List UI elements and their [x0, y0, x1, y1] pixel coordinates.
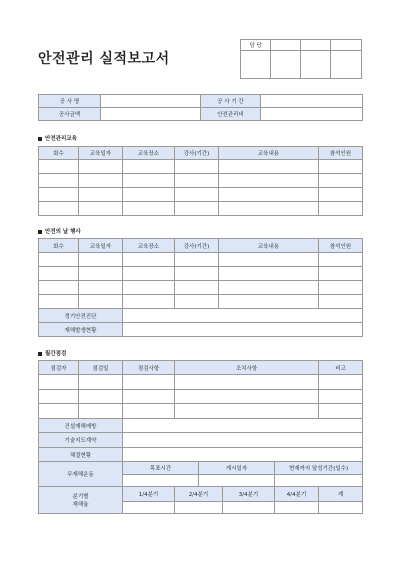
- start-date-value: [199, 474, 275, 486]
- q4-value: [275, 501, 319, 513]
- amount-label: 공사금액: [39, 108, 101, 121]
- q2-value: [175, 501, 223, 513]
- col-header: 회수: [39, 239, 79, 253]
- approval-slot: [271, 40, 301, 51]
- approval-sign: [271, 51, 301, 79]
- safety-cost-label: 안전관리비: [201, 108, 261, 121]
- table-row: [39, 202, 363, 216]
- amount-value: [101, 108, 201, 121]
- table-row: [39, 188, 363, 202]
- total-label: 계: [319, 487, 363, 501]
- approval-sign: [331, 51, 362, 79]
- col-header: 교육장소: [123, 239, 175, 253]
- monthly-heading: 월간점검: [38, 349, 66, 357]
- q1-value: [123, 501, 175, 513]
- monthly-table: [38, 360, 363, 514]
- col-header: 강사(기간): [175, 147, 219, 160]
- approval-box: [240, 39, 362, 79]
- col-header: 교육내용: [219, 147, 319, 160]
- col-header: 교육일자: [79, 147, 123, 160]
- bullet-icon: [38, 230, 42, 234]
- col-header: 강사(기간): [175, 239, 219, 253]
- goal-label: 목표시간: [123, 462, 199, 474]
- table-row: [39, 267, 363, 281]
- table-row: [39, 375, 363, 389]
- achieved-days-label: 현재까지 달성기간(일수): [275, 462, 363, 474]
- approval-slot: [301, 40, 331, 51]
- tech-guide-label: 기술지도계약: [39, 433, 123, 447]
- approval-sign: [241, 51, 271, 79]
- total-value: [319, 501, 363, 513]
- quarterly-rate-label: 분기별 재해율: [39, 487, 123, 514]
- goal-value: [123, 474, 199, 486]
- prevention-value: [123, 418, 363, 432]
- site-name-label: 공 사 명: [39, 95, 101, 108]
- education-table: [38, 146, 363, 216]
- project-info-table: [38, 94, 363, 121]
- safety-cost-value: [261, 108, 363, 121]
- q2-label: 2/4분기: [175, 487, 223, 501]
- col-header: 조치사항: [175, 361, 319, 375]
- site-name-value: [101, 95, 201, 108]
- accident-status-value: [123, 323, 363, 337]
- approval-sign: [301, 51, 331, 79]
- col-header: 비고: [319, 361, 363, 375]
- start-date-label: 게시일자: [199, 462, 275, 474]
- col-header: 교육장소: [123, 147, 175, 160]
- q3-label: 3/4분기: [223, 487, 275, 501]
- table-row: [39, 174, 363, 188]
- achieved-days-value: [275, 474, 363, 486]
- contract-status-label: 체결현황: [39, 447, 123, 461]
- q1-label: 1/4분기: [123, 487, 175, 501]
- q4-label: 4/4분기: [275, 487, 319, 501]
- approval-label: 담 당: [241, 40, 271, 51]
- table-row: [39, 253, 363, 267]
- period-label: 공 사 기 간: [201, 95, 261, 108]
- col-header: 교육일자: [79, 239, 123, 253]
- col-header: 점검일: [79, 361, 123, 375]
- prevention-label: 건설재해예방: [39, 418, 123, 432]
- safety-day-heading: 안전의 날 행사: [38, 227, 81, 235]
- contract-status-value: [123, 447, 363, 461]
- col-header: 참석인원: [319, 147, 363, 160]
- table-row: [39, 281, 363, 295]
- col-header: 점검자: [39, 361, 79, 375]
- col-header: 교육내용: [219, 239, 319, 253]
- tech-guide-value: [123, 433, 363, 447]
- diagnosis-value: [123, 309, 363, 323]
- col-header: 참석인원: [319, 239, 363, 253]
- table-row: [39, 404, 363, 418]
- table-row: [39, 295, 363, 309]
- diagnosis-label: 정기안전진단: [39, 309, 123, 323]
- approval-slot: [331, 40, 362, 51]
- accident-status-label: 재해발생현황: [39, 323, 123, 337]
- col-header: 회수: [39, 147, 79, 160]
- period-value: [261, 95, 363, 108]
- table-row: [39, 389, 363, 403]
- col-header: 점검사항: [123, 361, 175, 375]
- q3-value: [223, 501, 275, 513]
- bullet-icon: [38, 352, 42, 356]
- table-row: [39, 160, 363, 174]
- education-heading: 안전관리교육: [38, 134, 77, 142]
- safety-day-table: [38, 238, 363, 337]
- bullet-icon: [38, 137, 42, 141]
- page-title: 안전관리 실적보고서: [38, 51, 170, 67]
- no-accident-label: 무재해운동: [39, 462, 123, 487]
